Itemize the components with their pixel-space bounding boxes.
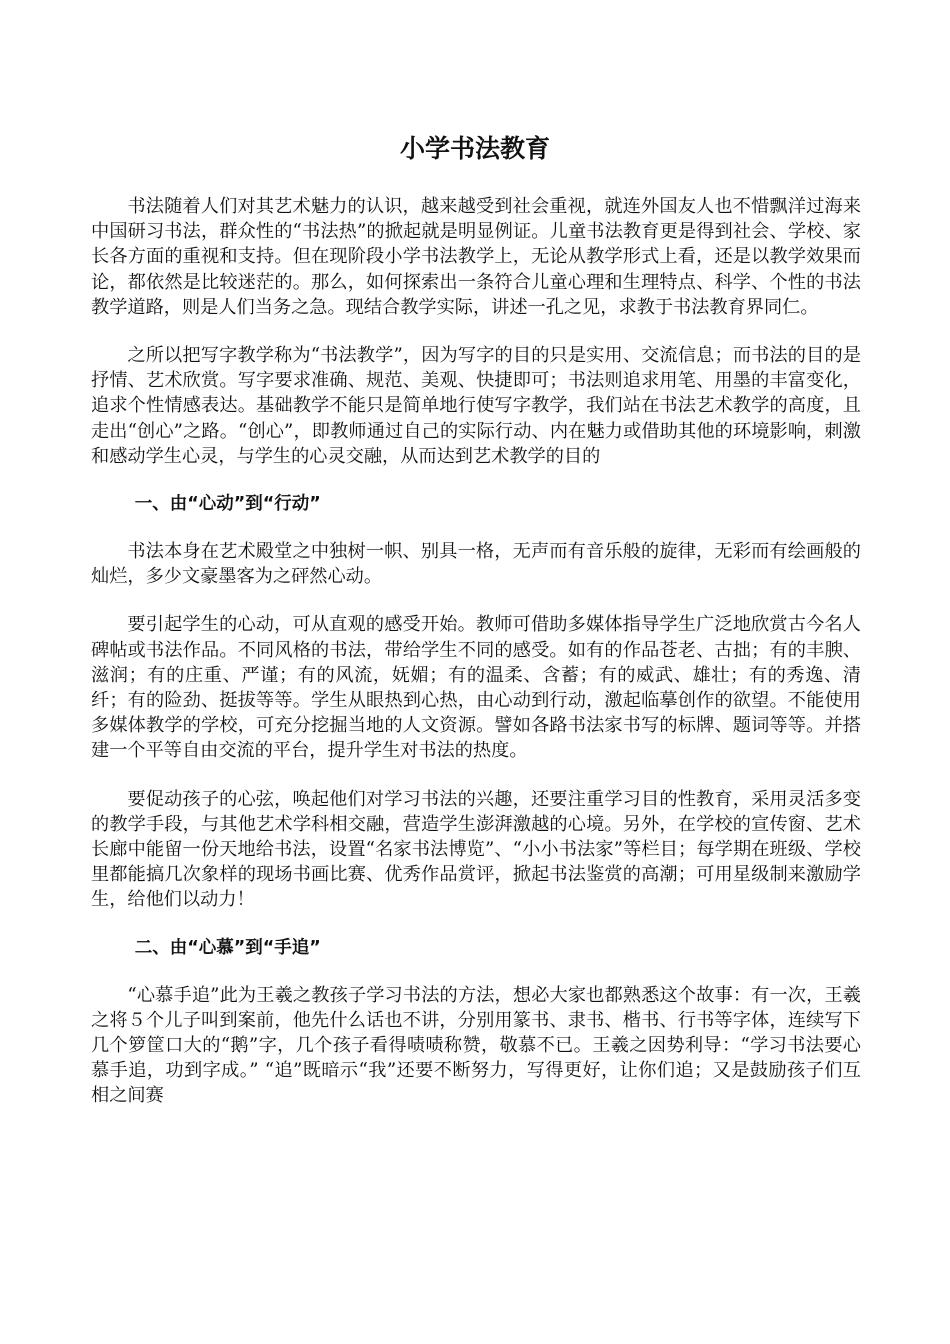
paragraph-definition: 之所以把写字教学称为“书法教学”，因为写字的目的只是实用、交流信息；而书法的目的是抒情、艺术欣赏。写字要求准确、规范、美观、快捷即可；书法则追求用笔、用墨的丰富变化，追求个性情感表达。基础教学不能只是简单地行使写字教学，我们站在书法艺术教学的高度，且走出“创心”之路。“创心”，即教师通过自己的实际行动、内在魅力或借助其他的环境影响，刺激和感动学生心灵，与学生的心灵交融，从而达到艺术教学的目的 xyxy=(91,345,861,467)
paragraph-section2-a: “心慕手追”此为王羲之教孩子学习书法的方法，想必大家也都熟悉这个故事：有一次，王羲之将５个儿子叫到案前，他先什么话也不讲，分别用篆书、隶书、楷书、行书等字体，连续写下几个箩筐口大的“鹅”字，几个孩子看得啧啧称赞，敬慕不已。王羲之因势利导：“学习书法要心慕手追，功到字成。” “追”既暗示“我”还要不断努力，写得更好，让你们追；又是鼓励孩子们互相之间赛 xyxy=(91,984,861,1107)
paragraph-section1-a: 书法本身在艺术殿堂之中独树一帜、别具一格，无声而有音乐般的旋律，无彩而有绘画般的灿烂，多少文豪墨客为之砰然心动。 xyxy=(91,541,861,588)
document-body xyxy=(91,194,861,1132)
paragraph-section1-c: 要促动孩子的心弦，唤起他们对学习书法的兴趣，还要注重学习目的性教育，采用灵活多变的教学手段，与其他艺术学科相交融，营造学生澎湃激越的心境。另外，在学校的宣传窗、艺术长廊中能留一份天地给书法，设置“名家书法博览”、“小小书法家”等栏目；每学期在班级、学校里都能搞几次象样的现场书画比赛、优秀作品赏评，掀起书法鉴赏的高潮；可用星级制来激励学生，给他们以动力！ xyxy=(91,788,861,911)
paragraph-section1-b: 要引起学生的心动，可从直观的感受开始。教师可借助多媒体指导学生广泛地欣赏古今名人碑帖或书法作品。不同风格的书法，带给学生不同的感受。如有的作品苍老、古拙；有的丰腴、滋润；有的庄重、严谨；有的风流，妩媚；有的温柔、含蓄；有的威武、雄壮；有的秀逸、清纤；有的险劲、挺拔等等。学生从眼热到心热，由心动到行动，激起临摹创作的欲望。不能使用多媒体教学的学校，可充分挖掘当地的人文资源。譬如各路书法家书写的标牌、题词等等。并搭建一个平等自由交流的平台，提升学生对书法的热度。 xyxy=(91,614,861,762)
section-heading-1: 一、由“心动”到“行动” xyxy=(134,494,321,515)
paragraph-intro: 书法随着人们对其艺术魅力的认识，越来越受到社会重视，就连外国友人也不惜飘洋过海来中国研习书法，群众性的“书法热”的掀起就是明显例证。儿童书法教育更是得到社会、学校、家长各方面的重视和支持。但在现阶段小学书法教学上，无论从教学形式上看，还是以教学效果而论，都依然是比较迷茫的。那么，如何探索出一条符合儿童心理和生理特点、科学、个性的书法教学道路，则是人们当务之急。现结合教学实际，讲述一孔之见，求教于书法教育界同仁。 xyxy=(91,196,861,318)
section-heading-2: 二、由“心慕”到“手追” xyxy=(134,937,321,958)
document-title: 小学书法教育 xyxy=(399,134,550,163)
